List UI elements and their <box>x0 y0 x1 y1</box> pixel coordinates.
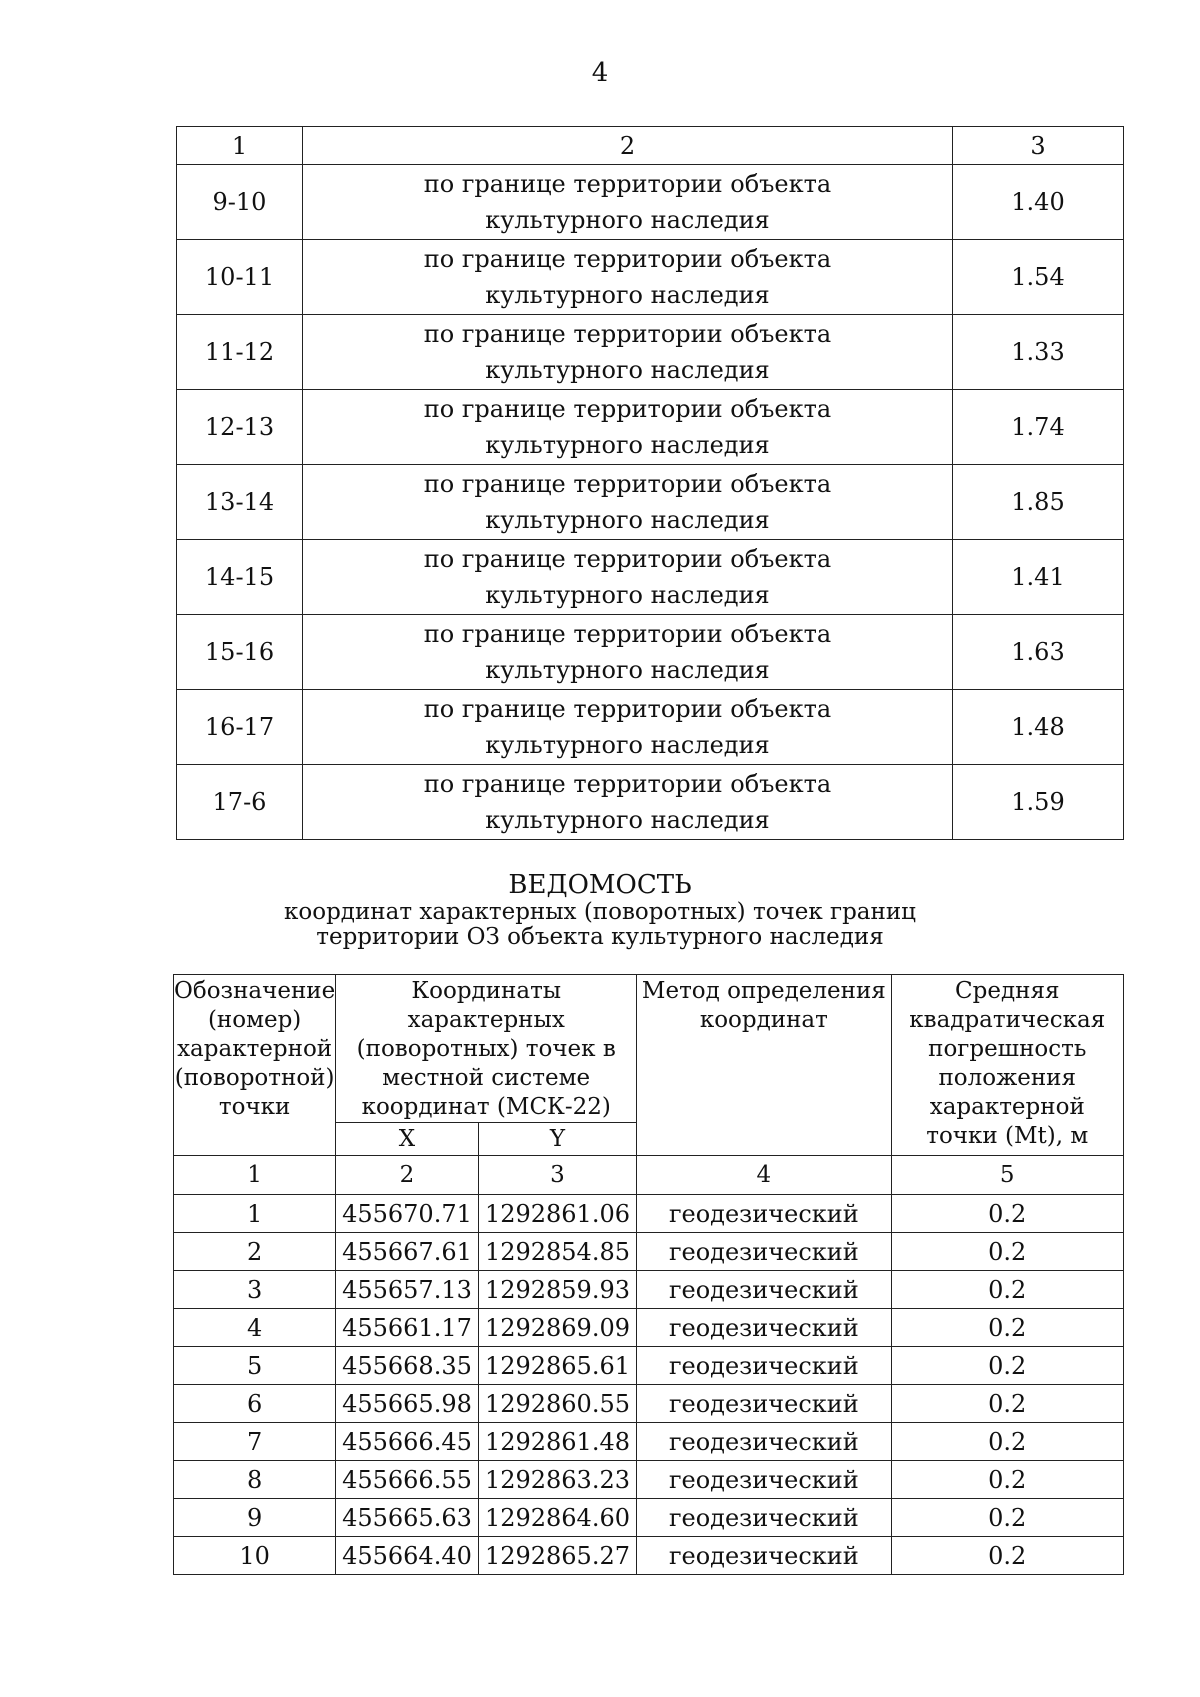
header-line: координат <box>699 1007 828 1033</box>
table-row <box>174 1347 1124 1385</box>
header-line: (поворотной) <box>174 1065 335 1091</box>
table-header-row <box>177 127 1124 165</box>
x-cell: 455661.17 <box>336 1309 479 1347</box>
header-line: погрешность <box>928 1036 1087 1062</box>
table-row <box>174 1423 1124 1461</box>
table-row <box>177 240 1124 315</box>
method-cell: геодезический <box>637 1195 891 1233</box>
table-row <box>174 1385 1124 1423</box>
error-cell: 0.2 <box>891 1271 1124 1309</box>
header-method <box>637 975 891 1156</box>
point-cell: 5 <box>174 1347 336 1385</box>
y-cell: 1292860.55 <box>478 1385 636 1423</box>
table-row <box>177 765 1124 840</box>
method-cell: геодезический <box>637 1461 891 1499</box>
header-line: положения <box>938 1065 1077 1091</box>
column-number-3: 3 <box>953 127 1124 165</box>
y-cell: 1292864.60 <box>478 1499 636 1537</box>
point-cell: 6 <box>174 1385 336 1423</box>
value-cell: 1.33 <box>953 315 1124 390</box>
table-row <box>177 165 1124 240</box>
method-cell: геодезический <box>637 1385 891 1423</box>
segment-cell: 15-16 <box>177 615 303 690</box>
method-cell: геодезический <box>637 1309 891 1347</box>
value-cell: 1.63 <box>953 615 1124 690</box>
header-line: координат (МСК-22) <box>361 1094 611 1120</box>
description-cell: по границе территории объекта культурного наследия <box>303 690 953 765</box>
header-line: Обозначение <box>174 978 336 1004</box>
description-cell: по границе территории объекта культурного наследия <box>303 465 953 540</box>
table-row <box>177 315 1124 390</box>
x-cell: 455665.98 <box>336 1385 479 1423</box>
header-x: X <box>336 1123 479 1156</box>
error-cell: 0.2 <box>891 1309 1124 1347</box>
segment-cell: 11-12 <box>177 315 303 390</box>
description-cell: по границе территории объекта культурного наследия <box>303 615 953 690</box>
value-cell: 1.54 <box>953 240 1124 315</box>
section-heading <box>0 870 1200 950</box>
description-cell: по границе территории объекта культурного наследия <box>303 390 953 465</box>
header-mean-square-error <box>891 975 1124 1156</box>
point-cell: 9 <box>174 1499 336 1537</box>
x-cell: 455665.63 <box>336 1499 479 1537</box>
method-cell: геодезический <box>637 1423 891 1461</box>
header-coordinates <box>336 975 637 1123</box>
column-number-2: 2 <box>336 1156 479 1195</box>
header-line: точки (Mt), м <box>926 1123 1089 1149</box>
segment-cell: 16-17 <box>177 690 303 765</box>
header-line: (номер) <box>207 1007 302 1033</box>
table-header-row <box>174 975 1124 1123</box>
point-cell: 1 <box>174 1195 336 1233</box>
description-cell: по границе территории объекта культурного наследия <box>303 240 953 315</box>
header-line: характерной <box>177 1036 333 1062</box>
table-row <box>174 1461 1124 1499</box>
table-row <box>177 615 1124 690</box>
section-subtitle-line-1: координат характерных (поворотных) точек границ <box>284 899 916 925</box>
table-row <box>177 390 1124 465</box>
table-row <box>174 1309 1124 1347</box>
description-cell: по границе территории объекта культурного наследия <box>303 765 953 840</box>
point-cell: 8 <box>174 1461 336 1499</box>
table-row <box>174 1233 1124 1271</box>
description-cell: по границе территории объекта культурного наследия <box>303 315 953 390</box>
header-point-designation <box>174 975 336 1156</box>
y-cell: 1292861.06 <box>478 1195 636 1233</box>
y-cell: 1292854.85 <box>478 1233 636 1271</box>
header-line: Координаты <box>411 978 562 1004</box>
header-line: (поворотных) точек в <box>356 1036 616 1062</box>
x-cell: 455667.61 <box>336 1233 479 1271</box>
error-cell: 0.2 <box>891 1537 1124 1575</box>
header-y: Y <box>478 1123 636 1156</box>
x-cell: 455666.55 <box>336 1461 479 1499</box>
header-line: характерных <box>407 1007 565 1033</box>
x-cell: 455666.45 <box>336 1423 479 1461</box>
y-cell: 1292869.09 <box>478 1309 636 1347</box>
method-cell: геодезический <box>637 1499 891 1537</box>
value-cell: 1.59 <box>953 765 1124 840</box>
segment-cell: 17-6 <box>177 765 303 840</box>
method-cell: геодезический <box>637 1347 891 1385</box>
description-cell: по границе территории объекта культурного наследия <box>303 540 953 615</box>
header-line: точки <box>218 1094 291 1120</box>
point-cell: 10 <box>174 1537 336 1575</box>
header-line: Метод определения <box>641 978 886 1004</box>
y-cell: 1292863.23 <box>478 1461 636 1499</box>
table-row <box>177 465 1124 540</box>
table-row <box>177 690 1124 765</box>
coordinates-table <box>173 974 1124 1575</box>
header-line: Средняя <box>955 978 1060 1004</box>
table-row <box>174 1195 1124 1233</box>
column-number-1: 1 <box>174 1156 336 1195</box>
segment-cell: 12-13 <box>177 390 303 465</box>
method-cell: геодезический <box>637 1537 891 1575</box>
y-cell: 1292865.27 <box>478 1537 636 1575</box>
column-number-4: 4 <box>637 1156 891 1195</box>
value-cell: 1.41 <box>953 540 1124 615</box>
segment-cell: 13-14 <box>177 465 303 540</box>
error-cell: 0.2 <box>891 1195 1124 1233</box>
column-number-5: 5 <box>891 1156 1124 1195</box>
value-cell: 1.40 <box>953 165 1124 240</box>
x-cell: 455657.13 <box>336 1271 479 1309</box>
value-cell: 1.48 <box>953 690 1124 765</box>
description-cell: по границе территории объекта культурного наследия <box>303 165 953 240</box>
error-cell: 0.2 <box>891 1499 1124 1537</box>
error-cell: 0.2 <box>891 1385 1124 1423</box>
segment-cell: 14-15 <box>177 540 303 615</box>
y-cell: 1292859.93 <box>478 1271 636 1309</box>
header-line: квадратическая <box>909 1007 1106 1033</box>
value-cell: 1.74 <box>953 390 1124 465</box>
error-cell: 0.2 <box>891 1423 1124 1461</box>
section-subtitle-line-2: территории ОЗ объекта культурного наследия <box>316 924 884 950</box>
table-row <box>174 1499 1124 1537</box>
error-cell: 0.2 <box>891 1347 1124 1385</box>
point-cell: 7 <box>174 1423 336 1461</box>
header-line: местной системе <box>382 1065 591 1091</box>
x-cell: 455670.71 <box>336 1195 479 1233</box>
column-number-3: 3 <box>478 1156 636 1195</box>
error-cell: 0.2 <box>891 1461 1124 1499</box>
y-cell: 1292861.48 <box>478 1423 636 1461</box>
column-number-2: 2 <box>303 127 953 165</box>
method-cell: геодезический <box>637 1233 891 1271</box>
method-cell: геодезический <box>637 1271 891 1309</box>
column-number-1: 1 <box>177 127 303 165</box>
table-row <box>177 540 1124 615</box>
column-numbers-row <box>174 1156 1124 1195</box>
point-cell: 4 <box>174 1309 336 1347</box>
section-title: ВЕДОМОСТЬ <box>508 870 692 900</box>
error-cell: 0.2 <box>891 1233 1124 1271</box>
y-cell: 1292865.61 <box>478 1347 636 1385</box>
boundary-segments-table <box>176 126 1124 840</box>
segment-cell: 9-10 <box>177 165 303 240</box>
segment-cell: 10-11 <box>177 240 303 315</box>
x-cell: 455664.40 <box>336 1537 479 1575</box>
table-row <box>174 1537 1124 1575</box>
page-number: 4 <box>591 58 609 88</box>
value-cell: 1.85 <box>953 465 1124 540</box>
x-cell: 455668.35 <box>336 1347 479 1385</box>
point-cell: 2 <box>174 1233 336 1271</box>
point-cell: 3 <box>174 1271 336 1309</box>
header-line: характерной <box>929 1094 1085 1120</box>
table-row <box>174 1271 1124 1309</box>
